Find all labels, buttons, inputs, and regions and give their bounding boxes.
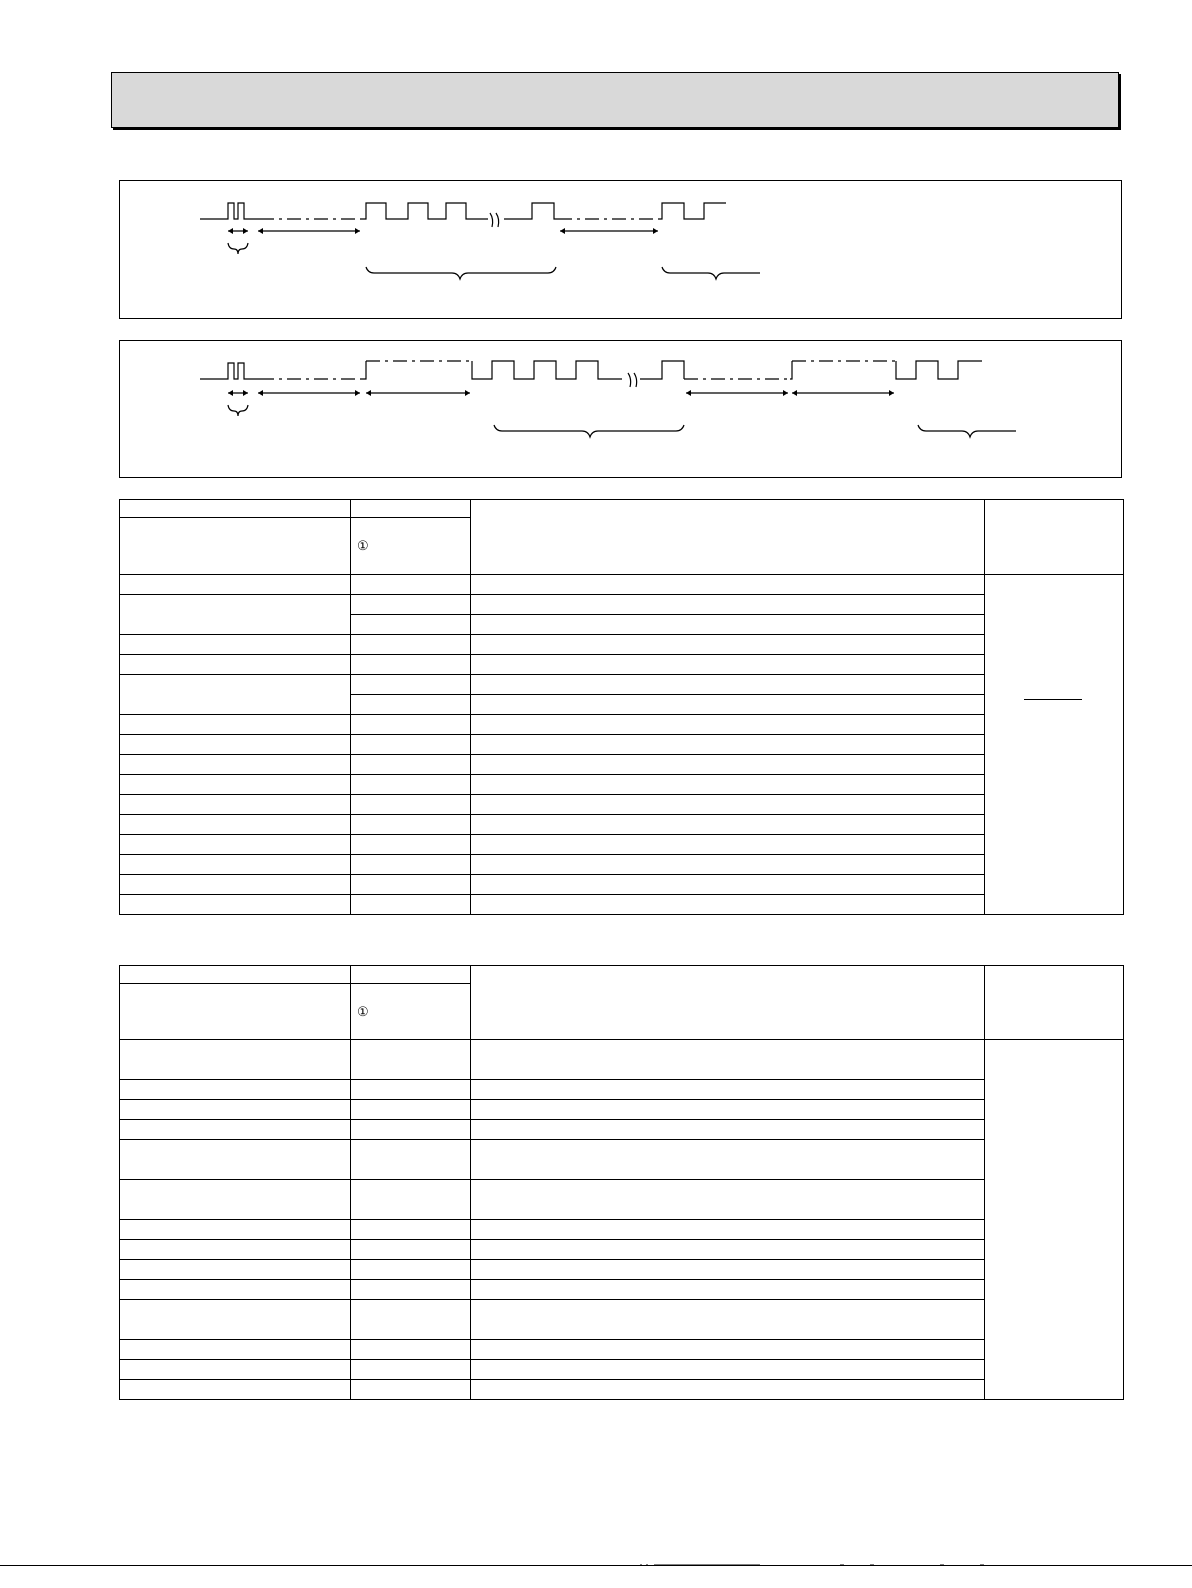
table-row: [120, 1080, 351, 1100]
table-row: [120, 715, 351, 735]
table-row: [120, 895, 351, 915]
table-row: [120, 875, 351, 895]
table-cell: [351, 984, 471, 1040]
table-row: [120, 1120, 351, 1140]
waveform-1-drawing: [120, 181, 1123, 320]
table-row: [120, 1240, 351, 1260]
table-cell: [985, 1040, 1124, 1400]
table-row: [120, 1300, 351, 1340]
table-row: [120, 675, 351, 715]
table-cell: [351, 500, 471, 518]
table-cell: [351, 966, 471, 984]
table-row: [120, 1040, 351, 1080]
table-row: [120, 1360, 351, 1380]
table-row: [120, 755, 351, 775]
table-cell: [120, 518, 351, 575]
footer-marks: [640, 1563, 1060, 1567]
table-cell: [351, 518, 471, 575]
table-row: [120, 1180, 351, 1220]
table-cell: [120, 966, 351, 984]
table-row: [120, 635, 351, 655]
waveform-2-drawing: [120, 341, 1123, 479]
table-cell: [120, 984, 351, 1040]
table-row: [120, 1280, 351, 1300]
circled-marker: ①: [357, 1003, 369, 1019]
table-cell: [471, 966, 985, 1040]
waveform-diagram-2: [119, 340, 1122, 478]
table-row: [120, 1340, 351, 1360]
circled-marker: ①: [357, 538, 369, 553]
table-row: [120, 1220, 351, 1240]
table-cell: [985, 966, 1124, 1040]
table-cell: [985, 500, 1124, 575]
spec-table-1: [119, 499, 1124, 915]
section-header-bar: [111, 72, 1119, 128]
underline-mark: [1024, 699, 1082, 700]
table-row: [120, 1140, 351, 1180]
table-row: [120, 1380, 351, 1400]
table-cell: [985, 575, 1124, 915]
table-row: [120, 735, 351, 755]
table-row: [120, 595, 351, 635]
waveform-diagram-1: [119, 180, 1122, 319]
table-row: [120, 655, 351, 675]
table-row: [120, 775, 351, 795]
table-row: [120, 1100, 351, 1120]
table-row: [120, 855, 351, 875]
table-cell: [471, 500, 985, 575]
table-row: [120, 795, 351, 815]
table-row: [120, 835, 351, 855]
table-row: [120, 575, 351, 595]
spec-table-2: [119, 965, 1124, 1400]
table-row: [120, 815, 351, 835]
table-row: [120, 1260, 351, 1280]
table-cell: [120, 500, 351, 518]
